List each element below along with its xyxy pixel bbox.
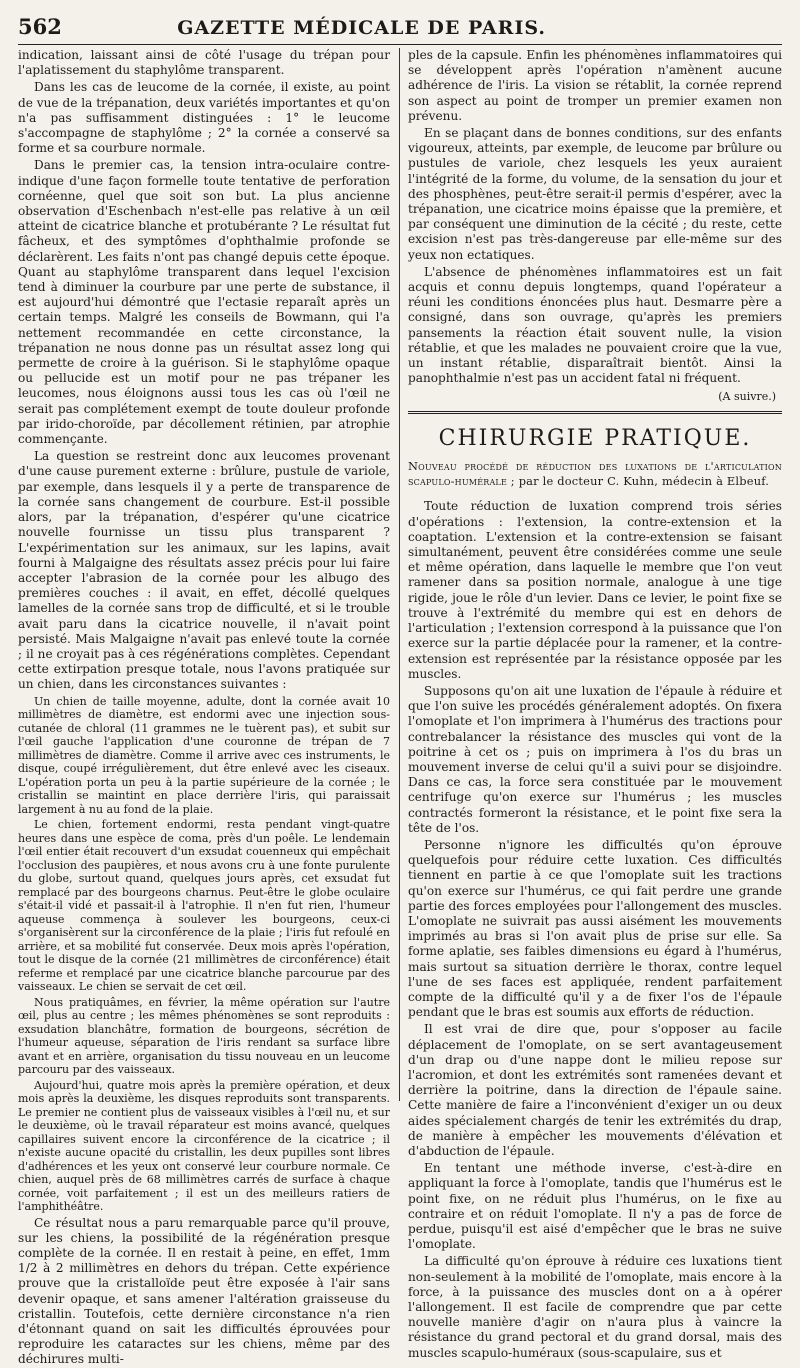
paragraph: La question se restreint donc aux leucomes provenant d'une cause purement externe : brûlure, pustule de variole, par exemple, dans lesquels il y a perte de transparence de la cornée sans changement de courbure. Est-il possible alors, par la trépanation, d'espérer qu'une cicatrice nouvelle fournisse un tissu plus transparent ? L'expérimentation sur les animaux, sur les lapins, avait fourni à Malgaigne des résultats assez précis pour lui faire accepter l'abrasion de la cornée pour les albugo des premières couches : il avait, en effet, décollé quelques lamelles de la cornée sans trop de difficulté, et si le trouble avait paru dans la cicatrice nouvelle, il n'avait point persisté. Mais Malgaigne n'avait pas enlevé toute la cornée ; il ne croyait pas à ces régénérations complètes. Cependant cette extirpation presque totale, nous l'avons pratiquée sur un chien, dans les circonstances suivantes : (18, 449, 390, 692)
paragraph: Supposons qu'on ait une luxation de l'épaule à réduire et que l'on suive les procédés généralement adoptés. On fixera l'omoplate et l'on imprimera à l'humérus des tractions pour contrebalancer la résistance des muscles qui vont de la poitrine à cet os ; puis on imprimera à l'os du bras un mouvement inverse de celui qu'il a suivi pour se disjoindre. Dans ce cas, la force sera constituée par le mouvement centrifuge qu'on exerce sur l'humérus ; les muscles contractés formeront la résistance, et le point fixe sera la tête de l'os. (408, 683, 782, 835)
section-divider (408, 411, 782, 414)
article-heading-text: Nouveau procédé de réduction des luxations de l'articulation scapulo-humérale ; (408, 459, 782, 489)
journal-title: GAZETTE MÉDICALE DE PARIS. (177, 17, 546, 39)
column-divider (399, 48, 400, 1101)
to-be-continued: (A suivre.) (718, 390, 776, 404)
case-report-paragraph: Un chien de taille moyenne, adulte, dont la cornée avait 10 millimètres de diamètre, est endormi avec une injection sous-cutanée de chloral (11 grammes ne le tuèrent pas), et subit sur l'œil gauche l'application d'une couronne de trépan de 7 millimètres de diamètre. Comme il arrive avec ces instruments, le disque, coupé irrégulièrement, dut être enlevé avec les ciseaux. L'opération porta un peu à la partie supérieure de la cornée ; le cristallin se maintint en place derrière l'iris, qui paraissait largement à nu au fond de la plaie. (18, 694, 390, 816)
paragraph: Dans le premier cas, la tension intra-oculaire contre-indique d'une façon formelle toute tentative de perforation cornéenne, quel que soit son but. La plus ancienne observation d'Eschenbach n'est-elle pas relative à un œil atteint de cicatrice blanche et protubérante ? Le résultat fut fâcheux, et des symptômes d'ophthalmie profonde se déclarèrent. Les faits n'ont pas changé depuis cette époque. Quant au staphylôme transparent dans lequel l'excision tend à diminuer la courbure par une perte de substance, il est aujourd'hui démontré que l'ectasie reparaît après un certain temps. Malgré les conseils de Bowmann, qui l'a nettement recommandée en cette circonstance, la trépanation ne nous donne pas un résultat assez long qui permette de croire à la guérison. Si le staphylôme opaque ou pellucide est un motif pour ne pas trépaner les leucomes, nous éloignons aussi tous les cas où l'œil ne serait pas complétement exempt de toute douleur profonde par irido-choroïde, par décollement rétinien, par atrophie commençante. (18, 158, 390, 447)
section-title: CHIRURGIE PRATIQUE. (438, 426, 752, 452)
case-report-paragraph: Le chien, fortement endormi, resta pendant vingt-quatre heures dans une espèce de coma, près d'un poêle. Le lendemain l'œil entier était recouvert d'un exsudat couenneux qui empêchait l'occlusion des paupières, et nous avons cru à une fonte purulente du globe, surtout quand, quelques jours après, cet exsudat fut remplacé par des bourgeons charnus. Peut-être le globe oculaire s'était-il vidé et passait-il à l'atrophie. Il n'en fut rien, l'humeur aqueuse commença à soulever les bourgeons, ceux-ci s'organisèrent sur la circonférence de la plaie ; l'iris fut refoulé en arrière, et sa mobilité fut conservée. Deux mois après l'opération, tout le disque de la cornée (21 millimètres de circonférence) était referme et remplacé par une cicatrice blanche parcourue par des vaisseaux. Le chien se servait de cet œil. (18, 818, 390, 994)
paragraph: En tentant une méthode inverse, c'est-à-dire en appliquant la force à l'omoplate, tandis que l'humérus est le point fixe, on ne réduit plus l'humérus, on le fixe au contraire et on réduit l'omoplate. Il n'y a pas de force de perdue, puisqu'il est aisé d'empêcher que le bras ne suive l'omoplate. (408, 1161, 782, 1252)
paragraph: indication, laissant ainsi de côté l'usage du trépan pour l'aplatissement du staphylôme transparent. (18, 48, 390, 78)
two-column-body (18, 48, 782, 1367)
article-heading (408, 459, 782, 489)
article-author: par le docteur C. Kuhn, médecin à Elbeuf. (518, 474, 770, 489)
paragraph: ples de la capsule. Enfin les phénomènes inflammatoires qui se développent après l'opération n'amènent aucune adhérence de l'iris. La vision se rétablit, la cornée reprend son aspect au point de tromper un premier examen non prévenu. (408, 48, 782, 123)
right-column (408, 48, 782, 1360)
paragraph: Dans les cas de leucome de la cornée, il existe, au point de vue de la trépanation, deux variétés importantes et qu'on n'a pas suffisamment distinguées : 1° le leucome s'accompagne de staphylôme ; 2° la cornée a conservé sa forme et sa courbure normale. (18, 80, 390, 156)
page-header (18, 14, 782, 45)
paragraph: Ce résultat nous a paru remarquable parce qu'il prouve, sur les chiens, la possibilité de la régénération presque complète de la cornée. Il en restait à peine, en effet, 1mm 1/2 à 2 millimètres en dehors du trépan. Cette expérience prouve que la cristalloïde peut être exposée à l'air sans devenir opaque, et sans amener l'altération graisseuse du cristallin. Toutefois, cette dernière circonstance n'a rien d'étonnant quand on sait les difficultés éprouvées pour reproduire les cataractes sur les chiens, même par des déchirures multi- (18, 1215, 390, 1367)
paragraph: L'absence de phénomènes inflammatoires est un fait acquis et connu depuis longtemps, quand l'opérateur a réuni les conditions énoncées plus haut. Desmarre père a consigné, dans son ouvrage, qu'après les premiers pansements la réaction était souvent nulle, la vision rétablie, et que les malades ne pouvaient croire que la vue, un instant rétablie, disparaîtrait bientôt. Ainsi la panophthalmie n'est pas un accident fatal ni fréquent. (408, 264, 782, 386)
left-column (18, 48, 390, 1367)
page-number: 562 (18, 14, 62, 39)
case-report-paragraph: Aujourd'hui, quatre mois après la première opération, et deux mois après la deuxième, les disques reproduits sont transparents. Le premier ne contient plus de vaisseaux visibles à l'œil nu, et sur le deuxième, où le travail réparateur est moins avancé, quelques capillaires suivent encore la circonférence de la cicatrice ; il n'existe aucune opacité du cristallin, les deux pupilles sont libres d'adhérences et les yeux ont conservé leur courbure normale. Ce chien, auquel près de 68 millimètres carrés de surface à chaque cornée, voit parfaitement ; il est un des meilleurs ratiers de l'amphithéâtre. (18, 1078, 390, 1214)
paragraph: La difficulté qu'on éprouve à réduire ces luxations tient non-seulement à la mobilité de l'omoplate, mais encore à la force, à la puissance des muscles dont on a à opérer l'allongement. Il est facile de comprendre que par cette nouvelle manière d'agir on n'aura plus à vaincre la résistance du grand pectoral et du grand dorsal, mais des muscles scapulo-huméraux (sous-scapulaire, sus et (408, 1254, 782, 1360)
paragraph: Toute réduction de luxation comprend trois séries d'opérations : l'extension, la contre-extension et la coaptation. L'extension et la contre-extension se faisant simultanément, peuvent être considérées comme une seule et même opération, dans laquelle le membre que l'on veut ramener dans sa position normale, analogue à une tige rigide, joue le rôle d'un levier. Dans ce levier, le point fixe se trouve à l'extrémité du membre qui est en dehors de l'articulation ; l'extension correspond à la puissance que l'on exerce sur la partie déplacée pour la ramener, et la contre-extension est représentée par la résistance opposée par les muscles. (408, 499, 782, 681)
case-report-paragraph: Nous pratiquâmes, en février, la même opération sur l'autre œil, plus au centre ; les mêmes phénomènes se sont reproduits : exsudation blanchâtre, formation de bourgeons, sécrétion de l'humeur aqueuse, séparation de l'iris rendant sa surface libre avant et en arrière, organisation du tissu nouveau en un leucome parcouru par des vaisseaux. (18, 995, 390, 1077)
paragraph: En se plaçant dans de bonnes conditions, sur des enfants vigoureux, atteints, par exemple, de leucome par brûlure ou pustules de variole, chez lesquels les yeux auraient l'intégrité de la forme, du volume, de la sensation du jour et des phosphènes, peut-être serait-il permis d'espérer, avec la trépanation, une cicatrice moins épaisse que la première, et par conséquent une diminution de la cécité ; du reste, cette excision n'est pas très-dangereuse par elle-même sur des yeux non ectatiques. (408, 126, 782, 262)
paragraph: Il est vrai de dire que, pour s'opposer au facile déplacement de l'omoplate, on se sert avantageusement d'un drap ou d'une nappe dont le milieu repose sur l'acromion, et dont les extrémités sont ramenées devant et derrière la poitrine, dans la direction de l'épaule saine. Cette manière de faire a l'inconvénient d'exiger un ou deux aides spécialement chargés de tenir les extrémités du drap, de manière à empêcher les mouvements d'élévation et d'abduction de l'épaule. (408, 1022, 782, 1158)
paragraph: Personne n'ignore les difficultés qu'on éprouve quelquefois pour réduire cette luxation. Ces difficultés tiennent en partie à ce que l'omoplate suit les tractions qu'on exerce sur l'humérus, ce qui fait perdre une grande partie des forces employées pour l'allongement des muscles. L'omoplate ne suivrait pas aussi aisément les mouvements imprimés au bras si l'on avait plus de prise sur elle. Sa forme aplatie, ses faibles dimensions eu égard à l'humérus, mais surtout sa situation derrière le thorax, contre lequel l'une de ses faces est appliquée, rendent parfaitement compte de la difficulté qu'il y a de fixer l'os de l'épaule pendant que le bras est soumis aux efforts de réduction. (408, 837, 782, 1020)
